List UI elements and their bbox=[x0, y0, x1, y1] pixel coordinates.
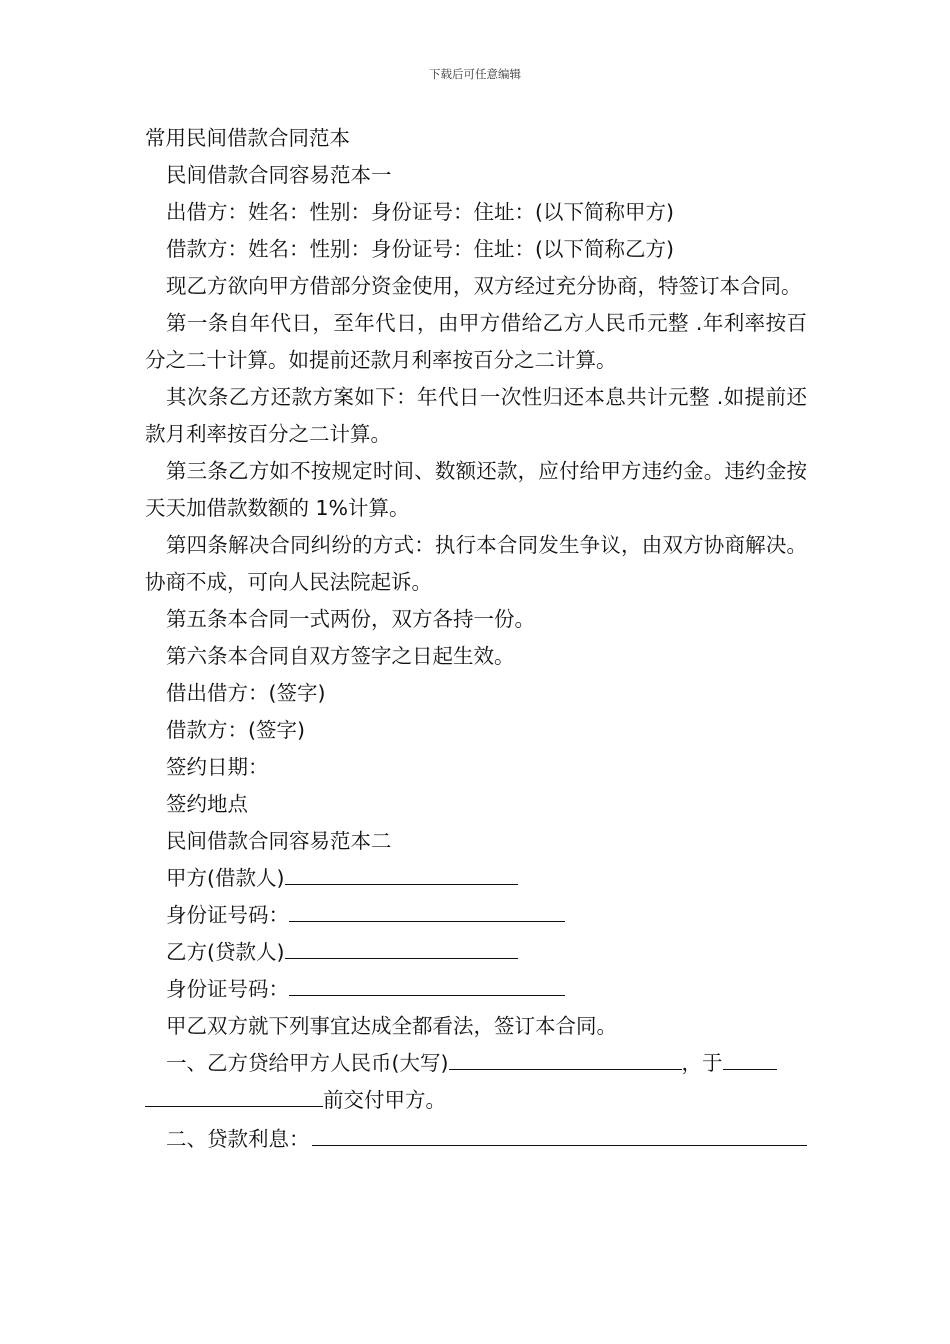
id-number-a-row bbox=[145, 897, 807, 934]
lender-info-line: 出借方：姓名：性别：身份证号：住址：(以下简称甲方) bbox=[166, 200, 674, 224]
delivery-date-blank-a[interactable] bbox=[723, 1047, 777, 1070]
party-a-label: 甲方(借款人) bbox=[166, 866, 285, 890]
loan-interest-blank[interactable] bbox=[312, 1123, 808, 1146]
clause-6: 第六条本合同自双方签字之日起生效。 bbox=[166, 644, 515, 668]
party-a-row bbox=[145, 860, 807, 897]
party-b-label: 乙方(贷款人) bbox=[166, 940, 285, 964]
agreement-statement: 甲乙双方就下列事宜达成全都看法，签订本合同。 bbox=[166, 1014, 617, 1038]
borrower-info-line: 借款方：姓名：性别：身份证号：住址：(以下简称乙方) bbox=[166, 237, 674, 261]
party-b-row bbox=[145, 934, 807, 971]
clause-5: 第五条本合同一式两份，双方各持一份。 bbox=[166, 607, 535, 631]
item-1-prefix: 一、乙方贷给甲方人民币(大写) bbox=[166, 1051, 449, 1075]
item-2-prefix: 二、贷款利息： bbox=[166, 1127, 310, 1151]
id-number-b-row bbox=[145, 971, 807, 1008]
item-1-row bbox=[145, 1045, 807, 1082]
document-title: 常用民间借款合同范本 bbox=[145, 126, 350, 150]
id-number-b-blank[interactable] bbox=[289, 973, 565, 996]
sample2-heading: 民间借款合同容易范本二 bbox=[166, 829, 392, 853]
item-2-row bbox=[145, 1121, 807, 1158]
contract-intro: 现乙方欲向甲方借部分资金使用，双方经过充分协商，特签订本合同。 bbox=[166, 274, 802, 298]
borrower-signature: 借款方：(签字) bbox=[166, 718, 305, 742]
id-number-b-label: 身份证号码： bbox=[166, 977, 289, 1001]
clause-2: 其次条乙方还款方案如下：年代日一次性归还本息共计元整 .如提前还款月利率按百分之二计算。 bbox=[145, 385, 807, 446]
clause-3: 第三条乙方如不按规定时间、数额还款，应付给甲方违约金。违约金按天天加借款数额的 1%计算。 bbox=[145, 459, 807, 520]
clause-4: 第四条解决合同纠纷的方式：执行本合同发生争议，由双方协商解决。协商不成，可向人民法院起诉。 bbox=[145, 533, 807, 594]
id-number-a-label: 身份证号码： bbox=[166, 903, 289, 927]
lender-signature: 借出借方：(签字) bbox=[166, 681, 326, 705]
signing-place: 签约地点 bbox=[166, 792, 248, 816]
party-a-blank[interactable] bbox=[285, 862, 518, 885]
clause-1: 第一条自年代日，至年代日，由甲方借给乙方人民币元整 .年利率按百分之二十计算。如提前还款月利率按百分之二计算。 bbox=[145, 311, 807, 372]
id-number-a-blank[interactable] bbox=[289, 899, 565, 922]
loan-amount-blank[interactable] bbox=[449, 1047, 682, 1070]
page-header-note: 下载后可任意编辑 bbox=[429, 67, 521, 81]
party-b-blank[interactable] bbox=[285, 936, 518, 959]
sample1-heading: 民间借款合同容易范本一 bbox=[166, 163, 392, 187]
delivery-date-blank-b[interactable] bbox=[145, 1084, 323, 1107]
item-1-mid: ，于 bbox=[681, 1051, 723, 1075]
signing-date: 签约日期： bbox=[166, 755, 269, 779]
item-1-row-cont bbox=[145, 1082, 807, 1119]
item-1-suffix: 前交付甲方。 bbox=[323, 1088, 446, 1112]
document-body bbox=[145, 120, 807, 1158]
